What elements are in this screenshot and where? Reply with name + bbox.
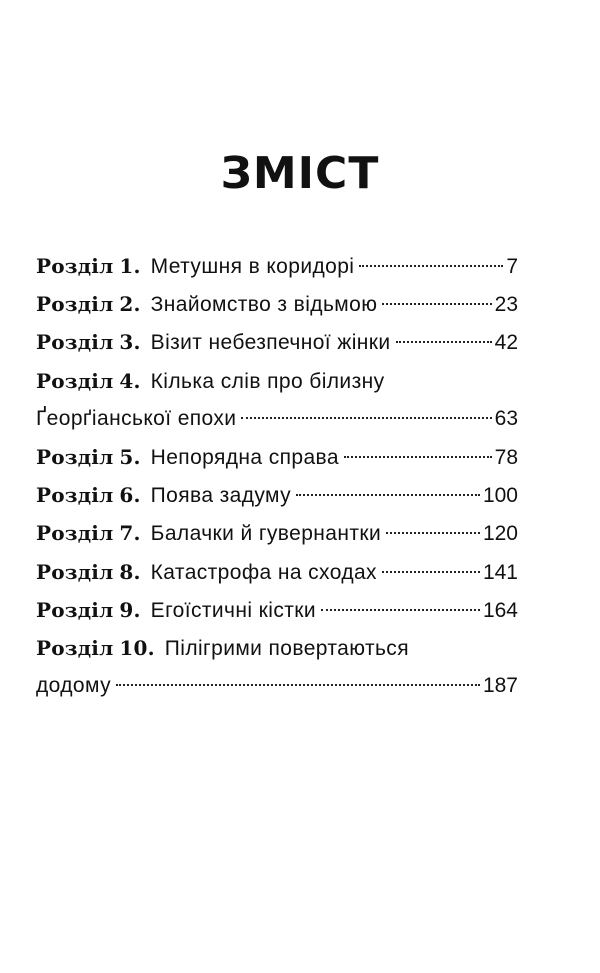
page-number: 164 [482, 598, 518, 622]
toc-entry-5[interactable] [36, 438, 518, 476]
page-number: 141 [482, 560, 518, 584]
dot-leader [382, 571, 480, 573]
toc-entry-8[interactable] [36, 553, 518, 591]
chapter-label: Розділ 7. [36, 521, 141, 546]
chapter-number: 8. [119, 559, 141, 584]
chapter-title: Балачки й гувернантки [150, 522, 382, 546]
chapter-number: 3. [119, 330, 141, 355]
page-number: 120 [482, 522, 518, 546]
page-number: 23 [494, 293, 518, 317]
dot-leader [344, 456, 492, 458]
page-number: 187 [482, 674, 518, 698]
dot-leader [321, 609, 480, 611]
toc-entry-4-continued[interactable] [36, 400, 518, 438]
page-number: 42 [494, 331, 518, 355]
dot-leader [382, 303, 491, 305]
toc-entry-2[interactable] [36, 285, 518, 323]
chapter-title: Кілька слів про білизну [150, 369, 385, 393]
chapter-title: Катастрофа на сходах [150, 560, 377, 584]
toc-entry-3[interactable] [36, 323, 518, 361]
chapter-title-continued: додому [36, 674, 111, 698]
chapter-title: Егоїстичні кістки [150, 598, 316, 622]
dot-leader [386, 532, 480, 534]
chapter-number: 6. [119, 483, 141, 508]
chapter-number: 2. [119, 292, 141, 317]
dot-leader [396, 341, 492, 343]
page-number: 100 [482, 484, 518, 508]
page-title: ЗМІСТ [220, 148, 380, 199]
dot-leader [116, 684, 480, 686]
chapter-title: Метушня в коридорі [150, 255, 355, 278]
chapter-label: Розділ 2. [36, 292, 141, 317]
chapter-label: Розділ 10. [36, 635, 155, 660]
chapter-number: 9. [119, 597, 141, 622]
chapter-number: 5. [119, 444, 141, 469]
page-number: 78 [494, 445, 518, 469]
chapter-number: 10. [119, 635, 155, 660]
dot-leader [359, 265, 503, 267]
toc-entry-9[interactable] [36, 591, 518, 629]
dot-leader [241, 417, 491, 419]
chapter-number: 4. [119, 368, 141, 393]
toc-entry-10-continued[interactable] [36, 667, 518, 705]
chapter-label: Розділ 9. [36, 597, 141, 622]
chapter-label: Розділ 5. [36, 444, 141, 469]
chapter-label: Розділ 3. [36, 330, 141, 355]
chapter-title: Непорядна справа [150, 445, 339, 469]
chapter-label: Розділ 6. [36, 483, 141, 508]
toc-entry-7[interactable] [36, 514, 518, 552]
toc-entry-4[interactable] [36, 362, 518, 400]
toc-entry-6[interactable] [36, 476, 518, 514]
chapter-label: Розділ 1. [36, 254, 141, 278]
toc-entry-10[interactable] [36, 629, 518, 667]
toc-entry-1[interactable] [36, 247, 518, 285]
chapter-title: Поява задуму [150, 484, 292, 508]
chapter-title: Пілігрими повертаються [164, 636, 409, 660]
dot-leader [296, 494, 480, 496]
chapter-number: 1. [119, 254, 141, 278]
table-of-contents [36, 247, 518, 705]
chapter-label: Розділ 4. [36, 368, 141, 393]
chapter-label: Розділ 8. [36, 559, 141, 584]
page-number: 63 [494, 406, 518, 430]
chapter-number: 7. [119, 521, 141, 546]
chapter-title: Візит небезпечної жінки [150, 331, 391, 355]
page-number: 7 [506, 255, 518, 278]
chapter-title-continued: Ґеорґіанської епохи [36, 406, 237, 430]
chapter-title: Знайомство з відьмою [150, 293, 378, 317]
